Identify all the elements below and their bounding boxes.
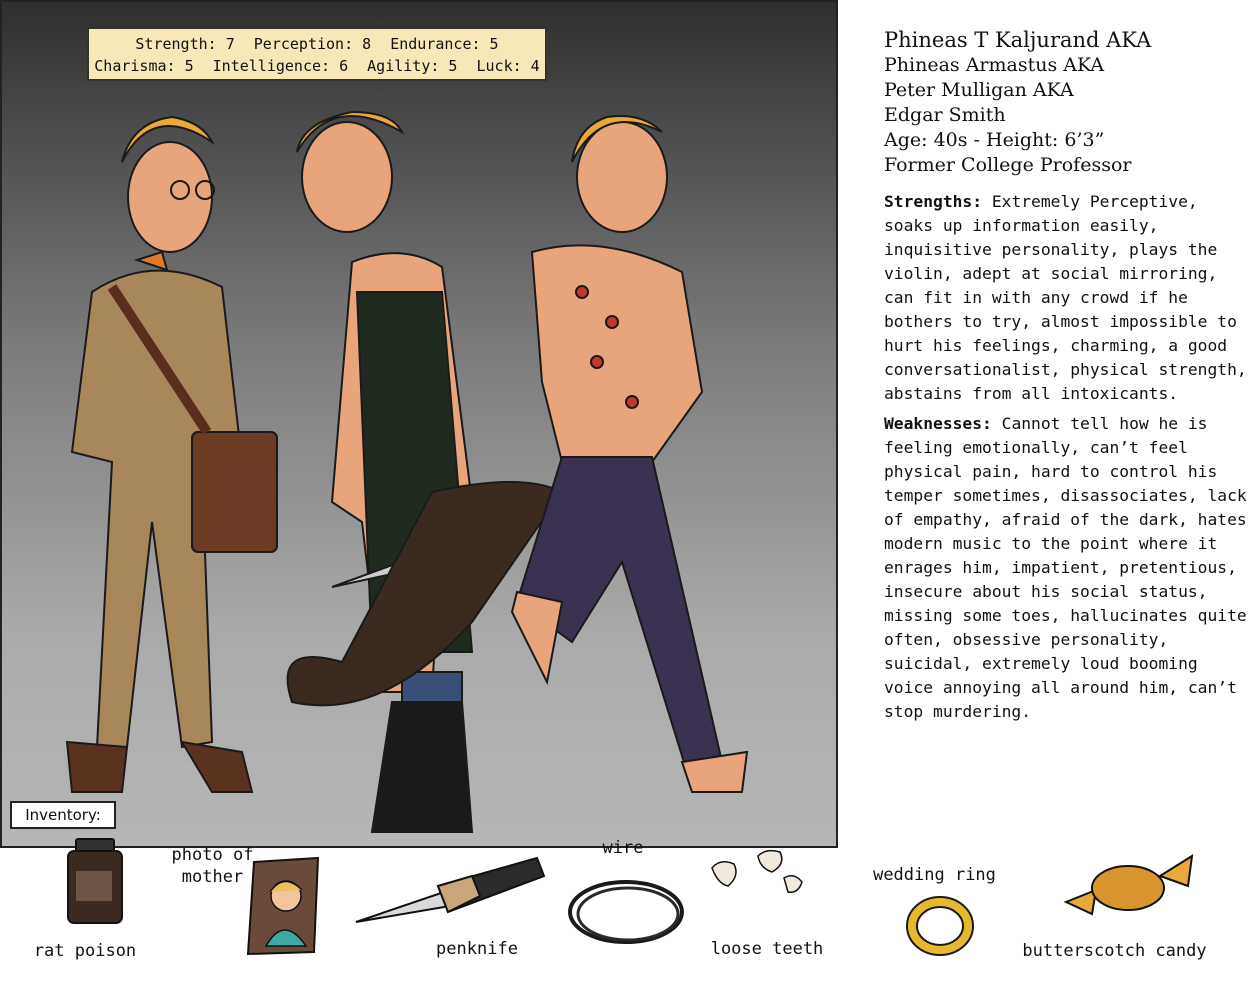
figure-apron xyxy=(288,112,562,832)
bio-name: Phineas T Kaljurand AKA xyxy=(884,28,1152,52)
stat-strength: Strength: 7 xyxy=(135,35,235,53)
stat-endurance: Endurance: 5 xyxy=(390,35,499,53)
stats-row-2 xyxy=(89,55,545,77)
rat-poison-icon xyxy=(62,835,128,927)
bio-occupation: Former College Professor xyxy=(884,154,1132,176)
wedding-ring-icon xyxy=(906,896,974,956)
wedding-ring-label: wedding ring xyxy=(873,865,996,885)
loose-teeth-icon xyxy=(706,846,816,902)
bio-alias-1: Phineas Armastus AKA xyxy=(884,54,1105,76)
figure-professor xyxy=(67,117,277,792)
character-bio xyxy=(884,28,1254,724)
rat-poison-label: rat poison xyxy=(33,941,137,961)
character-figures xyxy=(2,2,838,848)
wire-icon xyxy=(564,876,688,948)
stat-charisma: Charisma: 5 xyxy=(94,57,194,75)
loose-teeth-label: loose teeth xyxy=(710,939,824,959)
stats-row-1 xyxy=(89,33,545,55)
stats-box xyxy=(87,27,547,81)
stat-perception: Perception: 8 xyxy=(253,35,372,53)
butterscotch-candy-icon xyxy=(1062,852,1197,922)
butterscotch-candy-label: butterscotch candy xyxy=(1022,941,1207,961)
bio-age-height: Age: 40s - Height: 6’3” xyxy=(884,129,1105,151)
bio-alias-3: Edgar Smith xyxy=(884,104,1006,126)
stat-luck: Luck: 4 xyxy=(476,57,540,75)
bio-alias-2: Peter Mulligan AKA xyxy=(884,79,1074,101)
penknife-label: penknife xyxy=(436,939,518,959)
weaknesses-label: Weaknesses: xyxy=(884,414,992,433)
figure-running xyxy=(512,116,747,792)
photo-of-mother-icon xyxy=(244,856,322,958)
stat-intelligence: Intelligence: 6 xyxy=(212,57,349,75)
wire-label: wire xyxy=(602,838,644,858)
weaknesses-text: Cannot tell how he is feeling emotionally, can’t feel physical pain, hard to control his temper sometimes, disassociates, lack of empathy, afraid of the dark, hates modern music to the point where it enrages him, impatient, pretentious, insecure about his social status, missing some toes, hallucinates quite often, obsessive personality, suicidal, extremely loud booming voice annoying all around him, can’t stop murdering. xyxy=(884,414,1247,721)
strengths-label: Strengths: xyxy=(884,192,983,211)
weaknesses-paragraph xyxy=(884,412,1249,724)
strengths-text: Extremely Perceptive, soaks up information easily, inquisitive personality, plays the violin, adept at social mirroring, can fit in with any crowd if he bothers to try, almost impossible to hurt his feelings, charming, a good conversationalist, physical strength, abstains from all intoxicants. xyxy=(884,192,1247,403)
penknife-icon xyxy=(352,850,547,932)
inventory-title: Inventory: xyxy=(10,801,116,829)
strengths-paragraph xyxy=(884,190,1249,406)
photo-label: photo of mother xyxy=(171,845,254,887)
stat-agility: Agility: 5 xyxy=(367,57,458,75)
